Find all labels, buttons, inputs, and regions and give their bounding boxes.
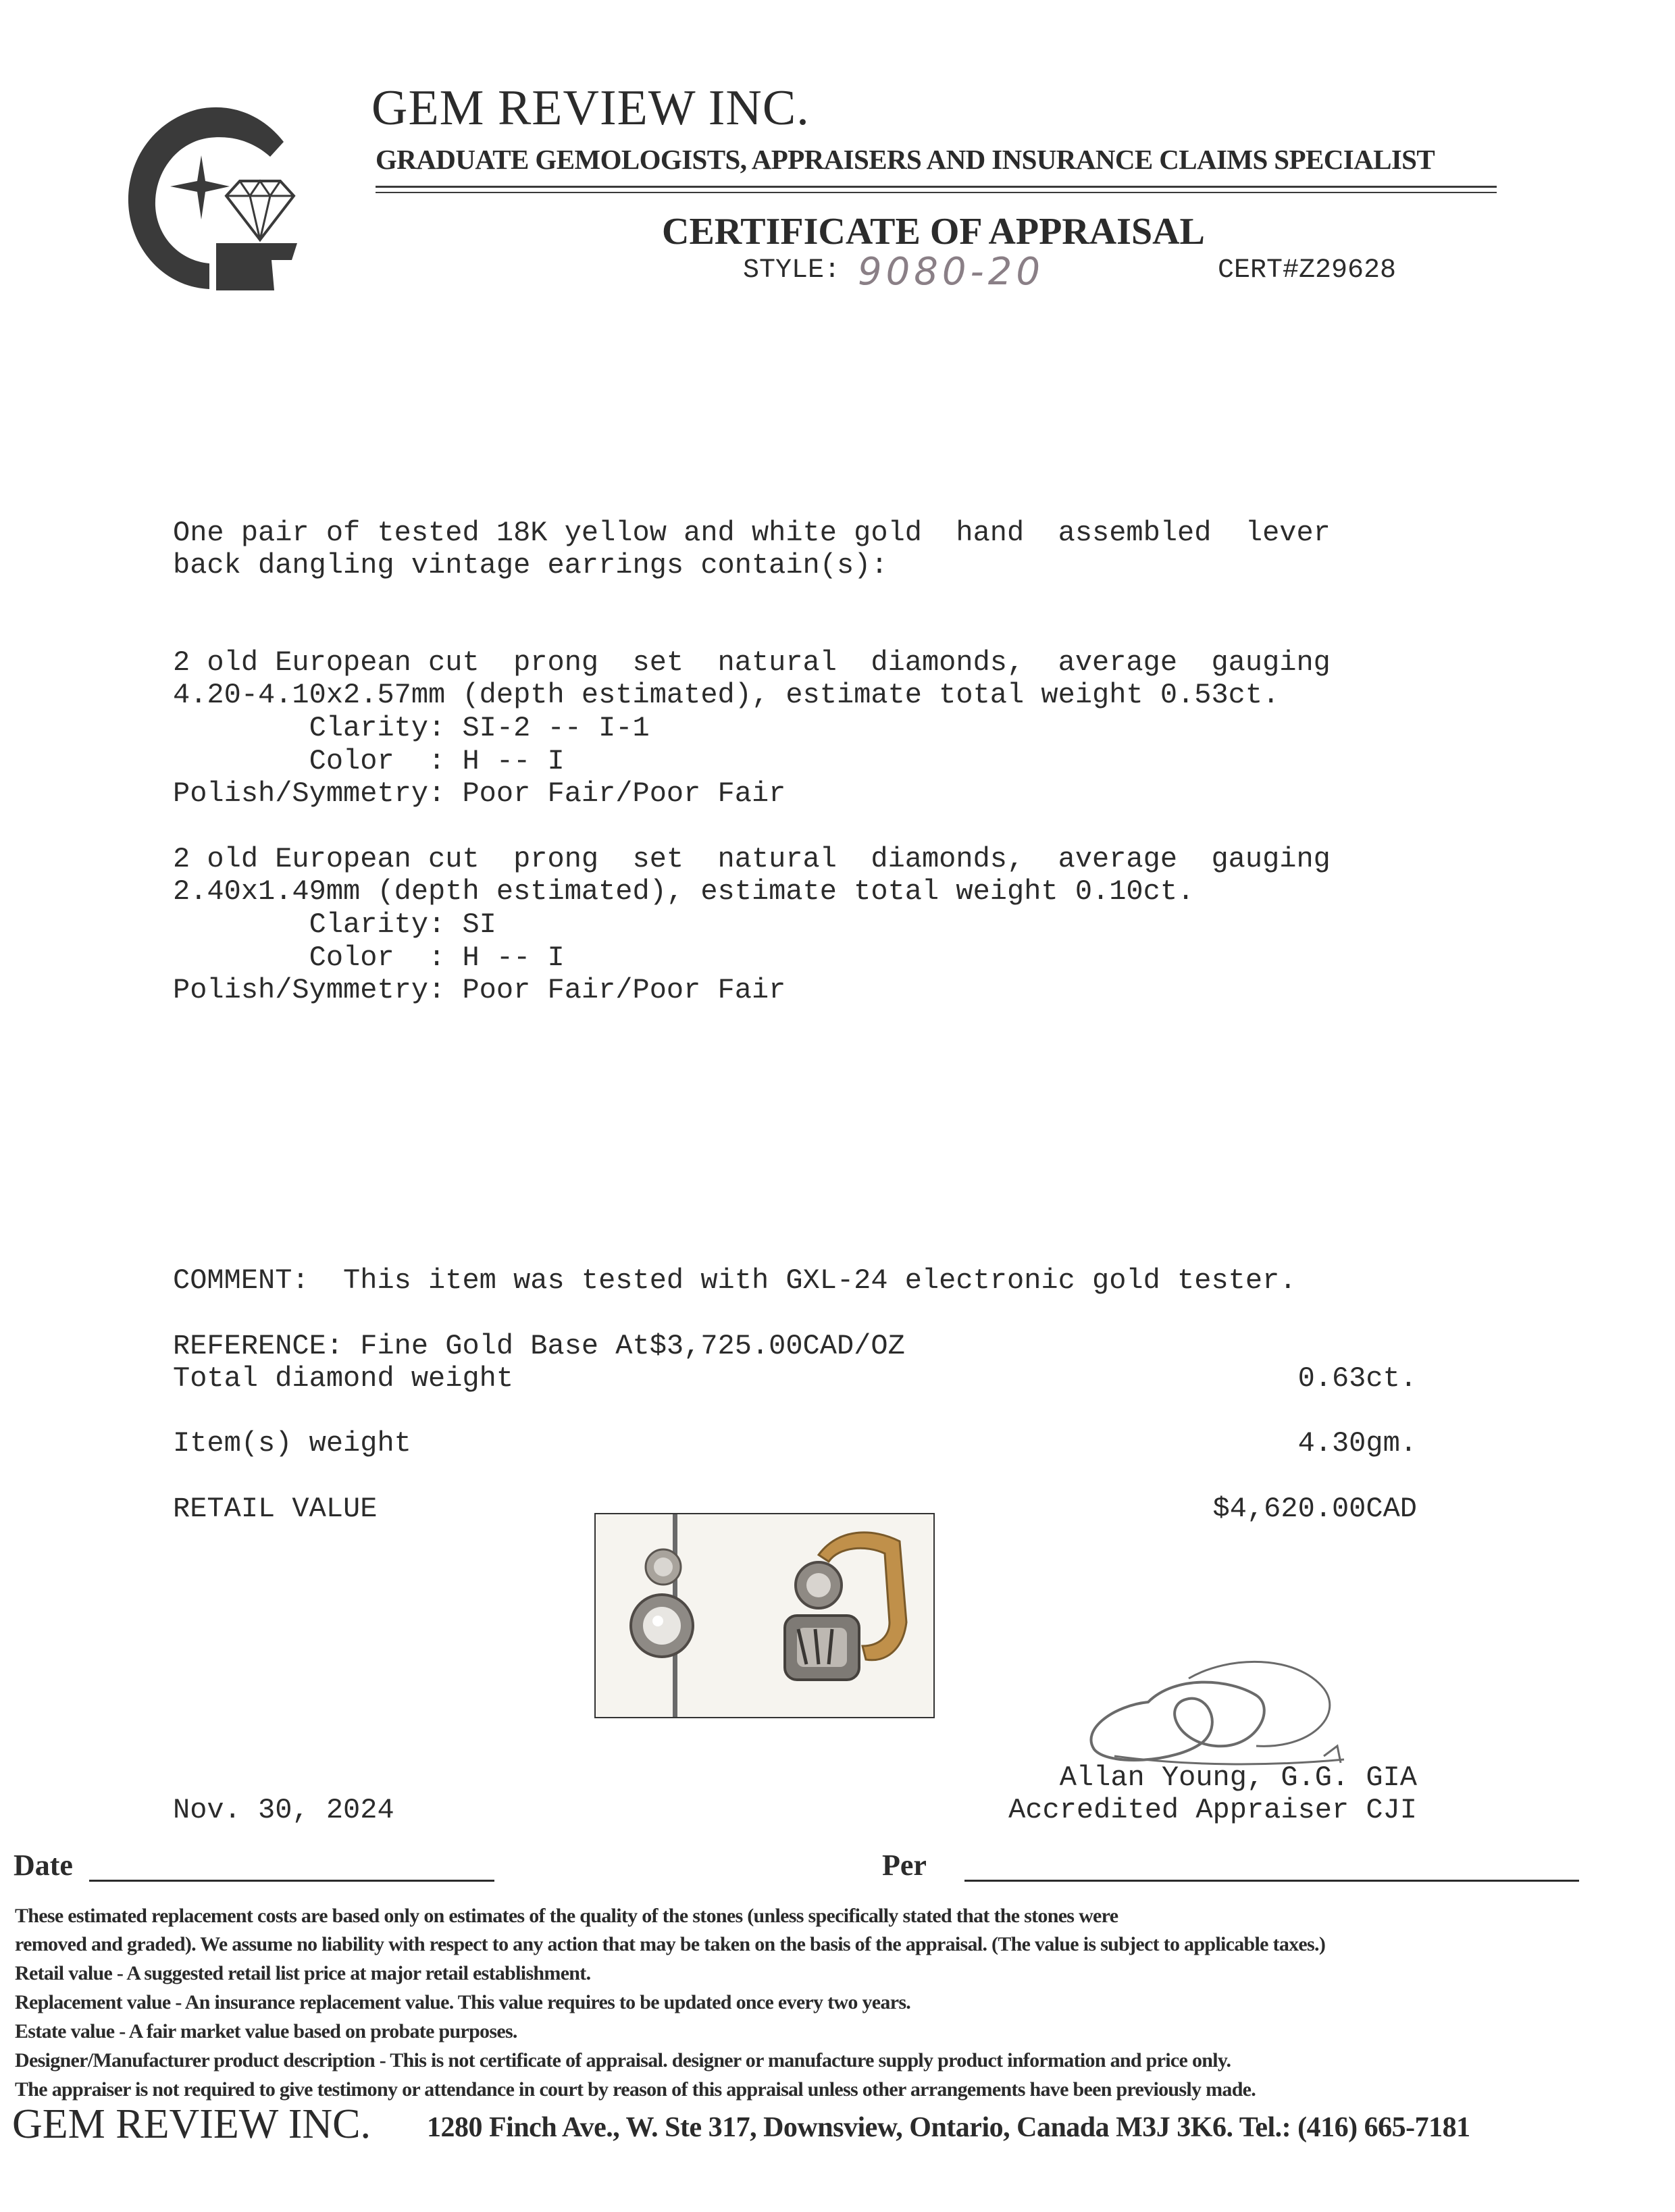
diamond-weight-value: 0.63ct.: [1297, 1362, 1417, 1395]
stone-color: Color : H -- I: [173, 745, 565, 777]
per-signature-line: [964, 1880, 1579, 1882]
certificate-number: CERT#Z29628: [1218, 255, 1397, 286]
style-label: STYLE:: [743, 255, 841, 286]
retail-value-amount: $4,620.00CAD: [1212, 1493, 1417, 1525]
footer-address: 1280 Finch Ave., W. Ste 317, Downsview, Ontario, Canada M3J 3K6. Tel.: (416) 665-7181: [427, 2112, 1470, 2143]
stone-clarity: Clarity: SI-2 -- I-1: [173, 712, 650, 744]
date-signature-line: [89, 1880, 494, 1882]
item-weight-value: 4.30gm.: [1297, 1427, 1417, 1460]
certificate-title: CERTIFICATE OF APPRAISAL: [662, 211, 1205, 253]
stone-polish: Polish/Symmetry: Poor Fair/Poor Fair: [173, 777, 786, 810]
company-tagline: GRADUATE GEMOLOGISTS, APPRAISERS AND INSURANCE CLAIMS SPECIALIST: [376, 144, 1435, 175]
date-label: Date: [14, 1849, 73, 1882]
disclaimer-line: Estate value - A fair market value based on probate purposes.: [15, 2020, 517, 2042]
disclaimer-line: Replacement value - An insurance replacement value. This value requires to be updated once every two years.: [15, 1991, 911, 2013]
header-divider: [376, 186, 1497, 188]
disclaimer-line: removed and graded). We assume no liability with respect to any action that may be taken on the basis of the appraisal. (The value is subject to applicable taxes.): [15, 1933, 1326, 1955]
per-label: Per: [882, 1849, 927, 1882]
reference-line: REFERENCE: Fine Gold Base At$3,725.00CAD/OZ: [173, 1330, 905, 1362]
description-line: back dangling vintage earrings contain(s):: [173, 549, 888, 582]
footer-company-name: GEM REVIEW INC.: [12, 2101, 371, 2147]
appraiser-title: Accredited Appraiser CJI: [1008, 1794, 1417, 1826]
retail-value-label: RETAIL VALUE: [173, 1493, 378, 1525]
appraisal-date: Nov. 30, 2024: [173, 1794, 394, 1826]
disclaimer-line: These estimated replacement costs are based only on estimates of the quality of the stones (unless specifically stated that the stones were: [15, 1905, 1118, 1927]
disclaimer-line: Designer/Manufacturer product description - This is not certificate of appraisal. designer or manufacture supply product information and price only.: [15, 2049, 1231, 2072]
company-name: GEM REVIEW INC.: [371, 80, 810, 136]
stone-color: Color : H -- I: [173, 942, 565, 974]
disclaimer-line: Retail value - A suggested retail list price at major retail establishment.: [15, 1962, 591, 1984]
stone-group-line: 4.20-4.10x2.57mm (depth estimated), estimate total weight 0.53ct.: [173, 679, 1280, 711]
disclaimer-line: The appraiser is not required to give testimony or attendance in court by reason of this appraisal unless other arrangements have been previously made.: [15, 2078, 1256, 2101]
company-logo: [115, 95, 311, 297]
diamond-weight-label: Total diamond weight: [173, 1362, 514, 1395]
product-photo: [594, 1513, 935, 1718]
stone-group-line: 2.40x1.49mm (depth estimated), estimate total weight 0.10ct.: [173, 875, 1195, 908]
style-value: 9080-20: [858, 250, 1044, 294]
description-line: One pair of tested 18K yellow and white gold hand assembled lever: [173, 517, 1331, 549]
comment-line: COMMENT: This item was tested with GXL-24 electronic gold tester.: [173, 1264, 1297, 1297]
stone-group-line: 2 old European cut prong set natural diamonds, average gauging: [173, 646, 1331, 679]
header-divider-secondary: [376, 192, 1497, 193]
stone-clarity: Clarity: SI: [173, 908, 496, 941]
stone-group-line: 2 old European cut prong set natural diamonds, average gauging: [173, 843, 1331, 875]
item-weight-label: Item(s) weight: [173, 1427, 411, 1460]
appraiser-name: Allan Young, G.G. GIA: [1059, 1761, 1417, 1794]
stone-polish: Polish/Symmetry: Poor Fair/Poor Fair: [173, 974, 786, 1006]
